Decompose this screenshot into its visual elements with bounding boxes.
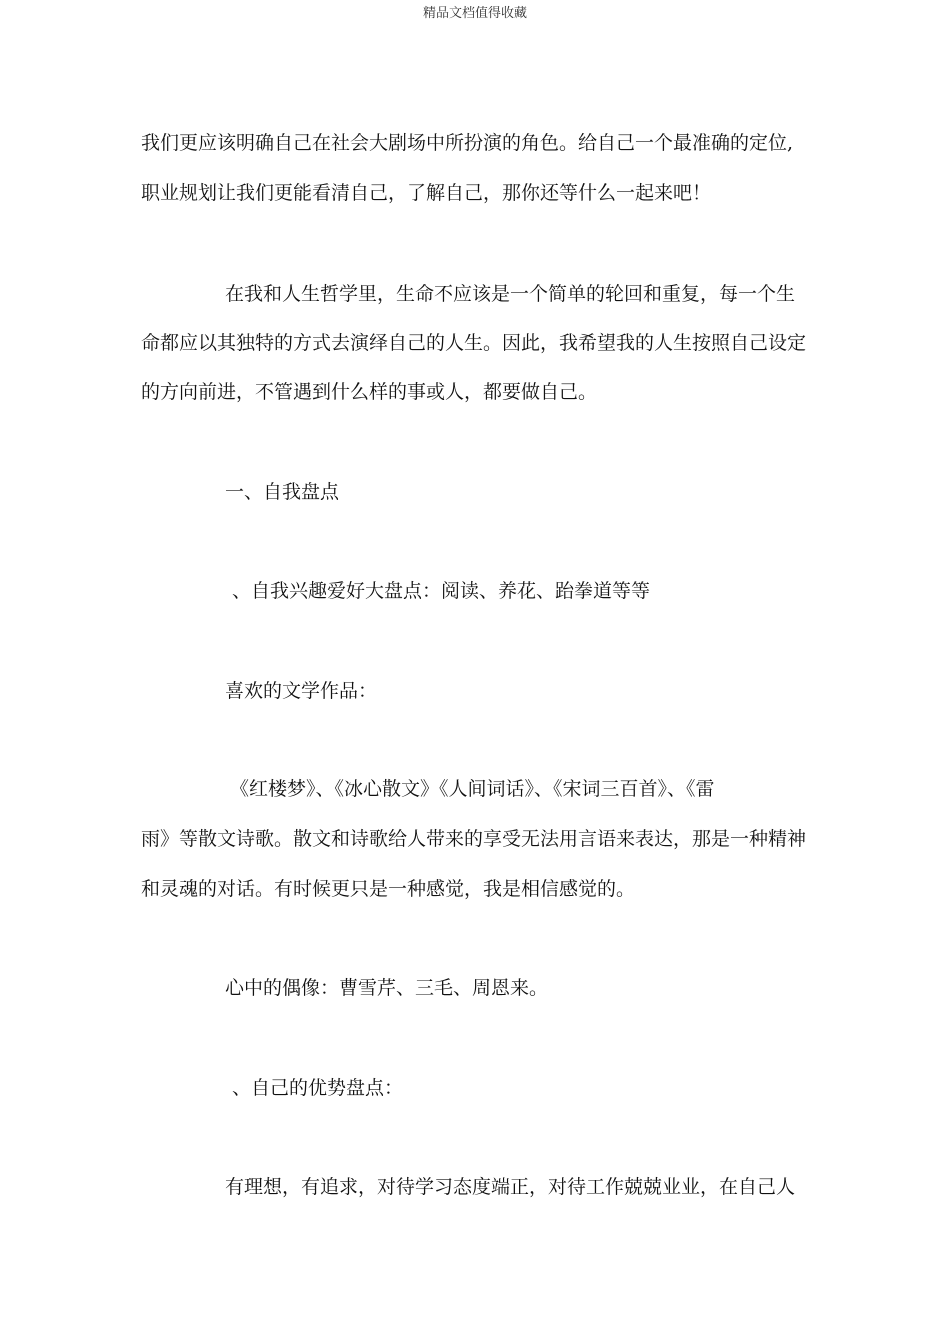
paragraph-line: 命都应以其独特的方式去演绎自己的人生。因此，我希望我的人生按照自己设定 (141, 332, 807, 354)
section-heading: 一、自我盘点 (225, 481, 340, 503)
paragraph-line: 、自己的优势盘点： (232, 1077, 404, 1099)
paragraph-line: 心中的偶像：曹雪芹、三毛、周恩来。 (225, 977, 549, 999)
paragraph-line: 职业规划让我们更能看清自己，了解自己，那你还等什么一起来吧！ (141, 182, 712, 204)
paragraph-line: 有理想，有追求，对待学习态度端正，对待工作兢兢业业，在自己人 (225, 1176, 796, 1198)
paragraph-line: 喜欢的文学作品： (225, 680, 378, 702)
paragraph-line: 在我和人生哲学里，生命不应该是一个简单的轮回和重复，每一个生 (225, 283, 796, 305)
paragraph-line: 我们更应该明确自己在社会大剧场中所扮演的角色。给自己一个最准确的定位, (141, 132, 794, 154)
paragraph-line: 、自我兴趣爱好大盘点：阅读、养花、跆拳道等等 (232, 580, 651, 602)
paragraph-line: 《红楼梦》、《冰心散文》《人间词话》、《宋词三百首》、《雷 (230, 778, 715, 800)
paragraph-line: 雨》等散文诗歌。散文和诗歌给人带来的享受无法用言语来表达，那是一种精神 (141, 828, 807, 850)
paragraph-line: 的方向前进，不管遇到什么样的事或人，都要做自己。 (141, 381, 598, 403)
page-header: 精品文档值得收藏 (422, 6, 527, 21)
paragraph-line: 和灵魂的对话。有时候更只是一种感觉，我是相信感觉的。 (141, 878, 636, 900)
